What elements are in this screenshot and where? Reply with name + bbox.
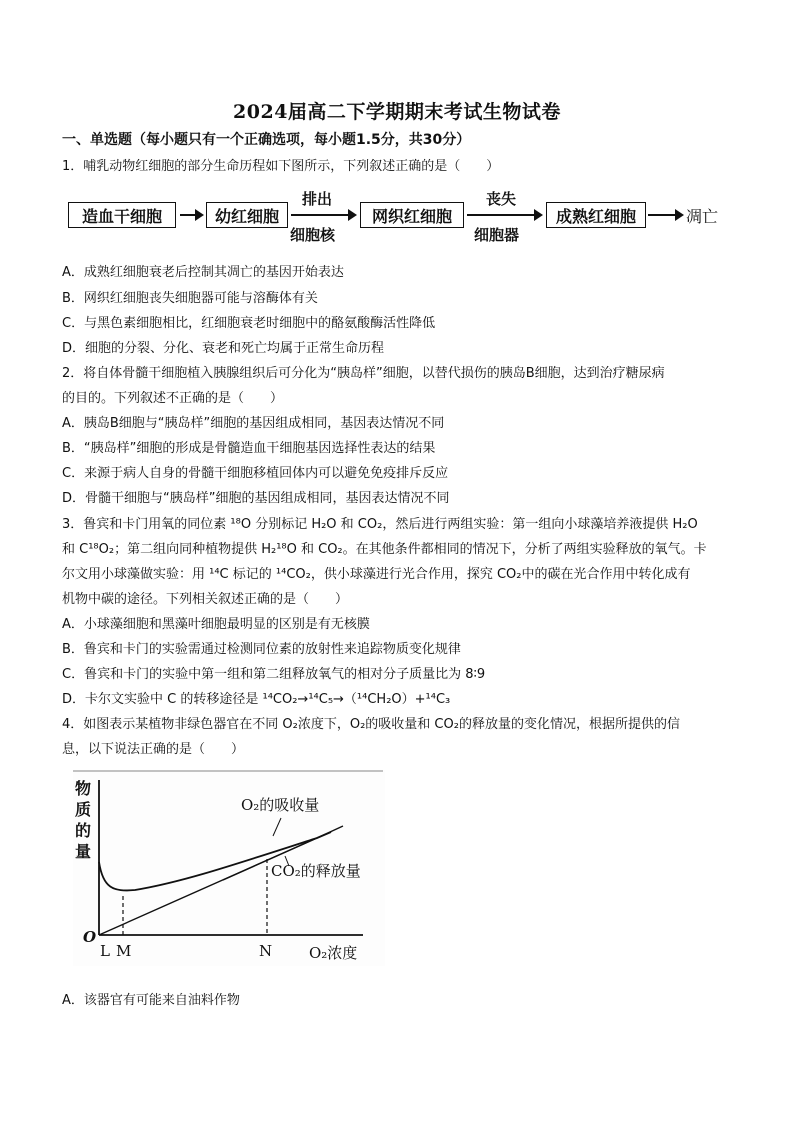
- q3-stem-line4: 机物中碳的途径。下列相关叙述正确的是（ ）: [62, 592, 349, 607]
- flow-box-young-rbc: 幼红细胞: [206, 202, 288, 228]
- q3-option-c: C．鲁宾和卡门的实验中第一组和第二组释放氧气的相对分子质量比为 8∶9: [62, 667, 486, 682]
- q3-option-b: B．鲁宾和卡门的实验需通过检测同位素的放射性来追踪物质变化规律: [62, 642, 461, 657]
- graph-x-label: O₂浓度: [309, 944, 358, 962]
- graph-N-label: N: [259, 942, 273, 960]
- graph-M-label: M: [116, 942, 132, 960]
- q1-option-d: D．细胞的分裂、分化、衰老和死亡均属于正常生命历程: [62, 341, 385, 356]
- q3-stem-line3: 尔文用小球藻做实验：用 ¹⁴C 标记的 ¹⁴CO₂，供小球藻进行光合作用，探究 CO₂中的碳在光合作用中转化成有: [62, 567, 691, 582]
- q3-option-d: D．卡尔文实验中 C 的转移途径是 ¹⁴CO₂→¹⁴C₅→（¹⁴CH₂O）+¹⁴C₃: [62, 692, 451, 707]
- q4-stem-line2: 息，以下说法正确的是（ ）: [62, 742, 245, 757]
- q1-option-c: C．与黑色素细胞相比，红细胞衰老时细胞中的酪氨酸酶活性降低: [62, 316, 436, 331]
- q3-option-a: A．小球藻细胞和黑藻叶细胞最明显的区别是有无核膜: [62, 617, 370, 632]
- flow-step1-top: 排出: [302, 190, 333, 208]
- page-title: 2024届高二下学期期末考试生物试卷: [233, 101, 561, 123]
- q2-option-a: A．胰岛B细胞与“胰岛样”细胞的基因组成相同，基因表达情况不同: [62, 416, 445, 431]
- q3-stem-line2: 和 C¹⁸O₂；第二组向同种植物提供 H₂¹⁸O 和 CO₂。在其他条件都相同的情况下，分析了两组实验释放的氧气。卡: [62, 542, 707, 557]
- flow-end-apoptosis: 凋亡: [686, 207, 719, 226]
- q4-option-a: A．该器官有可能来自油料作物: [62, 993, 240, 1008]
- flow-box-mature-rbc: 成熟红细胞: [546, 202, 646, 228]
- q2-stem-line1: 2．将自体骨髓干细胞植入胰腺组织后可分化为“胰岛样”细胞，以替代损伤的胰岛B细胞，达到治疗糖尿病: [62, 366, 665, 381]
- q3-stem-line1: 3．鲁宾和卡门用氧的同位素 ¹⁸O 分别标记 H₂O 和 CO₂，然后进行两组实验：第一组向小球藻培养液提供 H₂O: [62, 517, 698, 532]
- q2-stem-line2: 的目的。下列叙述不正确的是（ ）: [62, 391, 284, 406]
- section-heading: 一、单选题（每小题只有一个正确选项，每小题1.5分，共30分）: [62, 132, 471, 148]
- q2-option-b: B．“胰岛样”细胞的形成是骨髓造血干细胞基因选择性表达的结果: [62, 441, 436, 456]
- graph-y-label-char: 物: [75, 779, 92, 798]
- graph-y-label-char: 的: [75, 821, 92, 840]
- flow-step2-top: 丧失: [486, 190, 517, 208]
- flow-arrow: [291, 214, 355, 216]
- graph-y-label-char: 质: [75, 800, 92, 819]
- graph-y-label-char: 量: [75, 842, 92, 861]
- co2-release-label: CO₂的释放量: [271, 862, 361, 880]
- q2-option-d: D．骨髓干细胞与“胰岛样”细胞的基因组成相同，基因表达情况不同: [62, 491, 450, 506]
- graph-y-label: [75, 778, 95, 862]
- o2-absorb-label: O₂的吸收量: [241, 796, 320, 814]
- q1-option-b: B．网织红细胞丧失细胞器可能与溶酶体有关: [62, 291, 318, 306]
- flow-arrow: [180, 214, 202, 216]
- flow-arrow: [648, 214, 682, 216]
- flow-step1-bottom: 细胞核: [290, 226, 336, 244]
- flow-box-stem-cell: 造血干细胞: [68, 202, 176, 228]
- flow-arrow: [467, 214, 541, 216]
- q1-stem: 1．哺乳动物红细胞的部分生命历程如下图所示，下列叙述正确的是（ ）: [62, 159, 500, 174]
- graph-L-label: L: [100, 942, 110, 960]
- flow-step2-bottom: 细胞器: [474, 226, 520, 244]
- flow-box-reticulocyte: 网织红细胞: [360, 202, 464, 228]
- q1-flow-diagram: [62, 190, 742, 246]
- graph-origin-label: O: [83, 928, 97, 946]
- q4-stem-line1: 4．如图表示某植物非绿色器官在不同 O₂浓度下，O₂的吸收量和 CO₂的释放量的变化情况，根据所提供的信: [62, 717, 680, 732]
- q2-option-c: C．来源于病人自身的骨髓干细胞移植回体内可以避免免疫排斥反应: [62, 466, 449, 481]
- q4-graph: [73, 770, 385, 966]
- q1-option-a: A．成熟红细胞衰老后控制其凋亡的基因开始表达: [62, 265, 344, 280]
